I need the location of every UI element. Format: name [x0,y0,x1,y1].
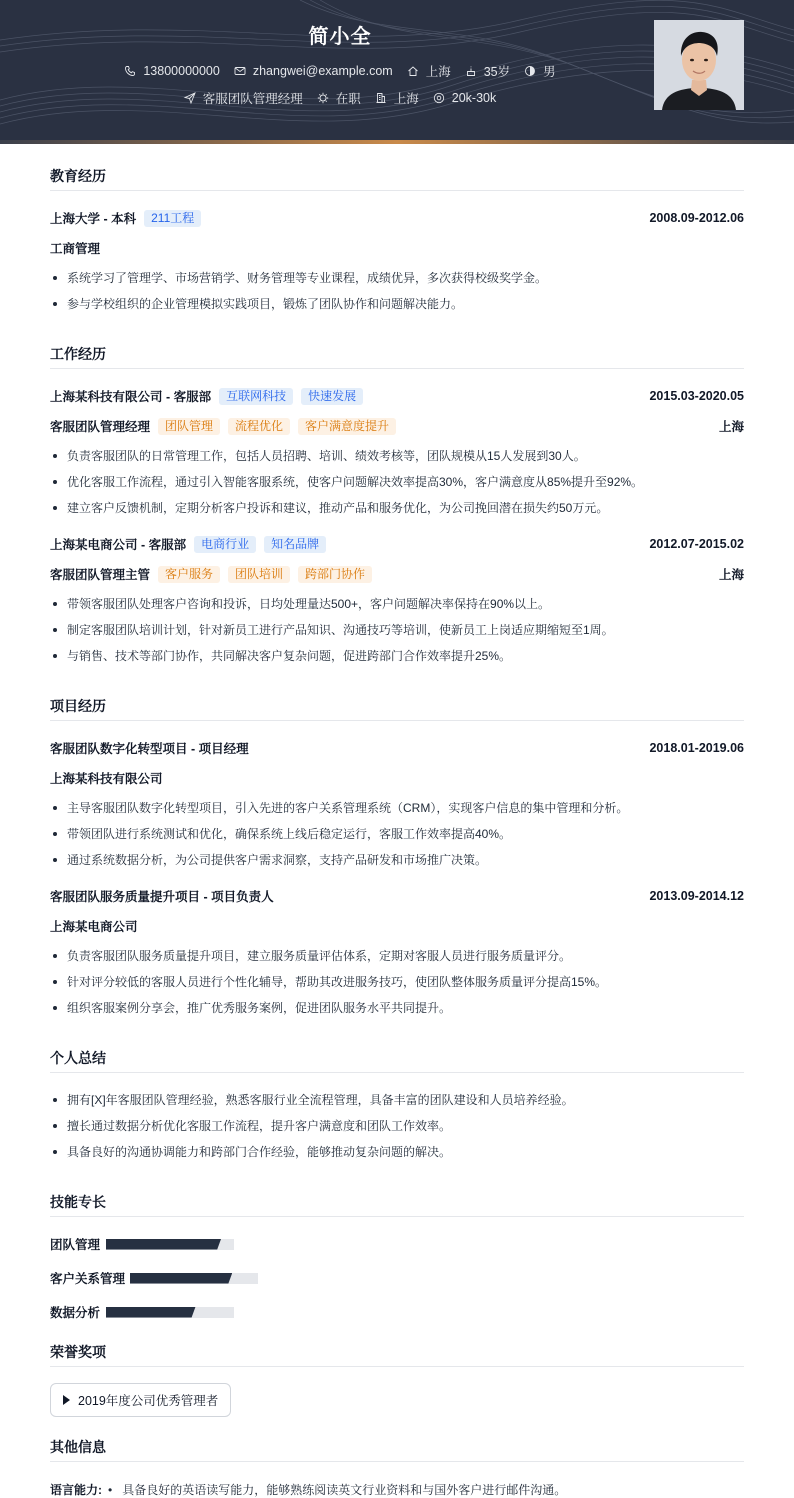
work-city: 上海 [718,420,744,434]
education-major-row [50,240,744,256]
home-icon [407,65,419,77]
role-tag: 客户满意度提升 [298,418,396,435]
list-item: 主导客服团队数字化转型项目，引入先进的客户关系管理系统（CRM），实现客户信息的集中管理和分析。 [50,800,744,826]
skill-label: 数据分析 [50,1306,101,1320]
project-date: 2013.09-2014.12 [649,889,744,903]
skill-item [50,1236,403,1252]
status-item [317,89,361,107]
email-text: zhangwei@example.com [252,64,393,78]
project-section [50,696,744,1026]
company-tag: 快速发展 [301,388,363,405]
project-company-row [50,918,744,934]
email-icon [234,65,246,77]
list-item: 系统学习了管理学、市场营销学、财务管理等专业课程，成绩优异，多次获得校级奖学金。 [50,270,744,296]
role-name: 客服团队管理主管 [50,568,151,582]
project-company: 上海某电商公司 [50,920,138,934]
summary-section [50,1048,744,1170]
project-entry [50,740,744,878]
school-name: 上海大学 - 本科 [50,212,137,226]
education-header-row [50,210,744,226]
resume-body [0,166,794,1498]
cake-icon [465,65,477,77]
other-info-row [50,1481,744,1498]
project-company: 上海某科技有限公司 [50,772,163,786]
section-title-other: 其他信息 [50,1437,744,1462]
award-text: 2019年度公司优秀管理者 [78,1394,219,1408]
list-item: 建立客户反馈机制，定期分析客户投诉和建议，推动产品和服务优化，为公司挽回潜在损失约50万元。 [50,500,744,526]
section-title-skills: 技能专长 [50,1192,744,1217]
list-item: 负责客服团队的日常管理工作，包括人员招聘、培训、绩效考核等，团队规模从15人发展到30人。 [50,448,744,474]
other-info-label: 语言能力: [50,1483,102,1497]
email-item [234,64,393,78]
list-item: 具备良好的沟通协调能力和跨部门合作经验，能够推动复杂问题的解决。 [50,1144,744,1170]
role-tag: 跨部门协作 [298,566,372,583]
avatar-illustration [654,20,744,110]
age-item [465,62,510,80]
company-tag: 电商行业 [194,536,256,553]
company-name: 上海某科技有限公司 - 客服部 [50,390,212,404]
phone-icon [124,65,136,77]
skill-item [50,1270,403,1286]
triangle-right-icon [63,1395,70,1405]
award-item[interactable] [50,1383,231,1417]
skills-list [50,1236,744,1338]
skills-section [50,1192,744,1338]
contact-info-row [0,62,680,80]
list-item: 优化客服工作流程，通过引入智能客服系统，使客户问题解决效率提高30%，客户满意度从85%提升至92%。 [50,474,744,500]
project-date: 2018.01-2019.06 [649,741,744,755]
hometown-text: 上海 [425,65,451,79]
work-company-row [50,536,744,552]
age-text: 35岁 [483,65,511,79]
work-entry [50,388,744,526]
candidate-name: 简小全 [308,26,372,48]
status-text: 在职 [335,92,361,106]
role-tag: 团队培训 [228,566,290,583]
skill-bar-fill [106,1307,196,1318]
list-item: 通过系统数据分析，为公司提供客户需求洞察，支持产品研发和市场推广决策。 [50,852,744,878]
gender-icon [524,65,536,77]
education-section [50,166,744,322]
list-item: 与销售、技术等部门协作，共同解决客户复杂问题，促进跨部门合作效率提升25%。 [50,648,744,674]
project-name: 客服团队数字化转型项目 - 项目经理 [50,742,249,756]
project-header-row [50,888,744,904]
list-item: 拥有[X]年客服团队管理经验，熟悉客服行业全流程管理，具备丰富的团队建设和人员培养经验。 [50,1092,744,1118]
target-city-text: 上海 [393,92,419,106]
project-entry [50,888,744,1026]
list-item: 带领客服团队处理客户咨询和投诉，日均处理量达500+，客户问题解决率保持在90%以上。 [50,596,744,622]
target-position-text: 客服团队管理经理 [202,92,303,106]
skill-label: 客户关系管理 [50,1272,126,1286]
target-position-item [184,89,303,107]
role-name: 客服团队管理经理 [50,420,151,434]
project-company-row [50,770,744,786]
company-tag: 知名品牌 [264,536,326,553]
resume-header [0,0,794,140]
work-date: 2012.07-2015.02 [649,537,744,551]
profile-photo [654,20,744,110]
money-icon [433,92,445,104]
other-info-bullet: • [108,1482,113,1497]
work-company-row [50,388,744,404]
education-date: 2008.09-2012.06 [649,211,744,225]
role-tag: 客户服务 [158,566,220,583]
education-school-group [50,209,201,227]
hometown-item [407,62,451,80]
company-name: 上海某电商公司 - 客服部 [50,538,187,552]
gender-text: 男 [543,65,556,79]
phone-item [124,64,219,78]
other-section [50,1437,744,1498]
work-role-group [50,565,372,583]
work-company-group [50,535,326,553]
gender-item [524,62,556,80]
list-item: 参与学校组织的企业管理模拟实践项目，锻炼了团队协作和问题解决能力。 [50,296,744,322]
work-bullets [50,448,744,526]
skill-item [50,1304,403,1320]
role-tag: 团队管理 [158,418,220,435]
salary-text: 20k-30k [451,91,497,105]
work-section [50,344,744,674]
school-tag: 211工程 [144,210,201,227]
send-icon [184,92,196,104]
phone-text: 13800000000 [143,64,220,78]
project-bullets [50,800,744,878]
section-title-education: 教育经历 [50,166,744,191]
project-bullets [50,948,744,1026]
work-date: 2015.03-2020.05 [649,389,744,403]
section-title-summary: 个人总结 [50,1048,744,1073]
section-title-work: 工作经历 [50,344,744,369]
other-info-text: 具备良好的英语读写能力，能够熟练阅读英文行业资料和与国外客户进行邮件沟通。 [122,1483,567,1497]
education-bullets [50,270,744,322]
list-item: 制定客服团队培训计划，针对新员工进行产品知识、沟通技巧等培训，使新员工上岗适应期缩短至1周。 [50,622,744,648]
header-accent-bar [0,140,794,144]
skill-label: 团队管理 [50,1238,101,1252]
summary-bullets [50,1092,744,1170]
salary-item [433,91,496,105]
work-entry [50,536,744,674]
skill-bar-fill [106,1239,221,1250]
work-city: 上海 [718,568,744,582]
list-item: 带领团队进行系统测试和优化，确保系统上线后稳定运行，客服工作效率提高40%。 [50,826,744,852]
section-title-awards: 荣誉奖项 [50,1342,744,1367]
list-item: 擅长通过数据分析优化客服工作流程，提升客户满意度和团队工作效率。 [50,1118,744,1144]
skill-bar [130,1273,258,1284]
awards-section [50,1342,744,1417]
company-tag: 互联网科技 [219,388,293,405]
work-role-row [50,566,744,582]
major-name: 工商管理 [50,242,101,256]
skill-bar-fill [130,1273,232,1284]
role-tag: 流程优化 [228,418,290,435]
project-name: 客服团队服务质量提升项目 - 项目负责人 [50,890,274,904]
work-company-group [50,387,363,405]
target-city-item [375,89,419,107]
section-title-projects: 项目经历 [50,696,744,721]
project-header-row [50,740,744,756]
building-icon [375,92,387,104]
status-icon [317,92,329,104]
list-item: 针对评分较低的客服人员进行个性化辅导，帮助其改进服务技巧，使团队整体服务质量评分提高15%。 [50,974,744,1000]
skill-bar [106,1239,234,1250]
skill-bar [106,1307,234,1318]
work-role-group [50,417,396,435]
job-intent-row [0,89,680,107]
list-item: 组织客服案例分享会，推广优秀服务案例，促进团队服务水平共同提升。 [50,1000,744,1026]
work-bullets [50,596,744,674]
work-role-row [50,418,744,434]
list-item: 负责客服团队服务质量提升项目，建立服务质量评估体系，定期对客服人员进行服务质量评分。 [50,948,744,974]
